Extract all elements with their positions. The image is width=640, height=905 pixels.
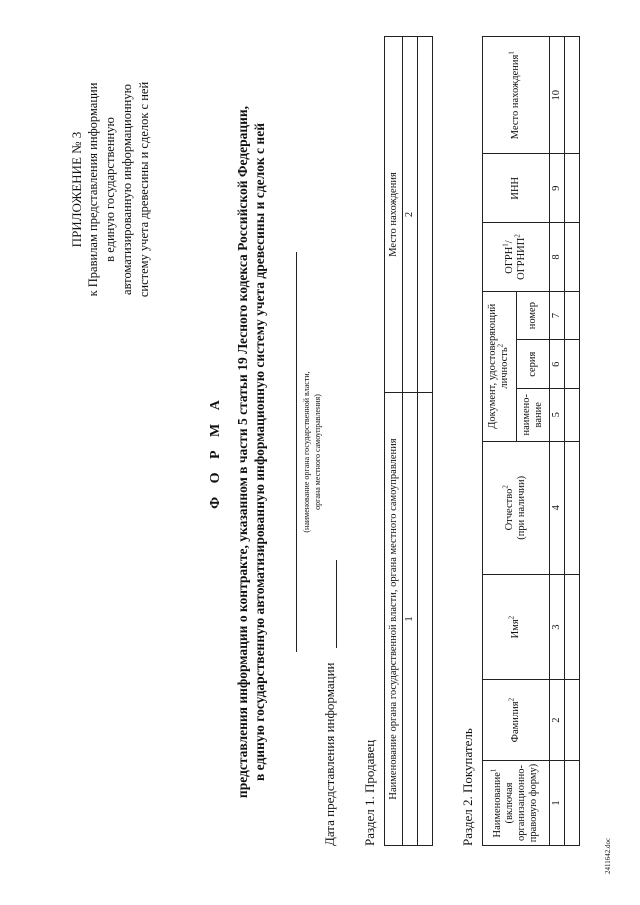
seller-col-organ-header: Наименование органа государственной власти, органа местного самоуправления: [385, 392, 403, 845]
form-sheet: [20, 12, 620, 892]
appendix-line: к Правилам представления информации: [86, 82, 100, 297]
buyer-col-index: 8: [550, 223, 565, 292]
document-code: 2411642.doc: [604, 837, 612, 874]
buyer-cell[interactable]: [565, 291, 580, 340]
buyer-cell[interactable]: [565, 680, 580, 761]
buyer-cell[interactable]: [565, 154, 580, 223]
appendix-line: систему учета древесины и сделок с ней: [137, 81, 151, 298]
seller-table: [384, 36, 433, 846]
buyer-cell[interactable]: [565, 223, 580, 292]
organ-name-caption: [301, 252, 323, 652]
seller-col-location-header: Место нахождения: [385, 37, 403, 393]
form-subtitle-line: представления информации о контракте, указанном в части 5 статьи 19 Лесного кодекса Российской Федерации,: [235, 105, 250, 799]
buyer-table: [482, 36, 580, 846]
buyer-col-patronymic-header: Отчество$^2$ (при наличии): [483, 441, 550, 574]
buyer-col-index: 5: [550, 388, 565, 441]
buyer-col-index: 3: [550, 575, 565, 680]
buyer-col-index: 4: [550, 441, 565, 574]
section2-title: Раздел 2. Покупатель: [460, 728, 475, 846]
form-subtitle-line: в единую государственную автоматизированную информационную систему учета древесины и сделок с ней: [252, 123, 267, 781]
buyer-col-doc-name-header: наимено-вание: [516, 388, 550, 441]
buyer-col-location-header: Место нахождения$^1$: [483, 37, 550, 154]
buyer-col-name-header: Наименование$^1$ (включая организационно-правовую форму): [483, 761, 550, 846]
form-subtitle: [234, 72, 268, 832]
buyer-col-index: 6: [550, 340, 565, 389]
appendix-header: [68, 72, 153, 307]
organ-caption-line: органа местного самоуправления): [313, 394, 322, 510]
buyer-cell[interactable]: [565, 441, 580, 574]
buyer-cell[interactable]: [565, 575, 580, 680]
buyer-col-inn-header: ИНН: [483, 154, 550, 223]
buyer-col-ogrn-header: ОГРН$^1$/ ОГРНИП$^2$: [483, 223, 550, 292]
buyer-col-doc-series-header: серия: [516, 340, 550, 389]
buyer-col-index: 7: [550, 291, 565, 340]
form-title: Ф О Р М А: [208, 395, 223, 509]
buyer-cell[interactable]: [565, 340, 580, 389]
appendix-number: ПРИЛОЖЕНИЕ № 3: [69, 131, 84, 248]
seller-col-index: 1: [403, 392, 418, 845]
appendix-line: в единую государственную: [103, 117, 117, 262]
seller-col-index: 2: [403, 37, 418, 393]
organ-name-field[interactable]: [296, 252, 297, 652]
appendix-line: автоматизированную информационную: [120, 84, 134, 295]
buyer-cell[interactable]: [565, 37, 580, 154]
buyer-col-doc-number-header: номер: [516, 291, 550, 340]
buyer-col-index: 1: [550, 761, 565, 846]
section1-title: Раздел 1. Продавец: [362, 739, 377, 846]
seller-cell[interactable]: [418, 392, 433, 845]
buyer-cell[interactable]: [565, 388, 580, 441]
buyer-cell[interactable]: [565, 761, 580, 846]
buyer-col-surname-header: Фамилия$^2$: [483, 680, 550, 761]
buyer-col-firstname-header: Имя$^2$: [483, 575, 550, 680]
buyer-col-index: 9: [550, 154, 565, 223]
date-field[interactable]: [336, 560, 337, 648]
seller-cell[interactable]: [418, 37, 433, 393]
buyer-col-index: 2: [550, 680, 565, 761]
organ-caption-line: (наименование органа государственной власти,: [302, 371, 311, 533]
buyer-col-document-header: Документ, удостоверяющий личность$^2$: [483, 291, 517, 441]
date-label: Дата представления информации: [322, 662, 337, 846]
buyer-col-index: 10: [550, 37, 565, 154]
